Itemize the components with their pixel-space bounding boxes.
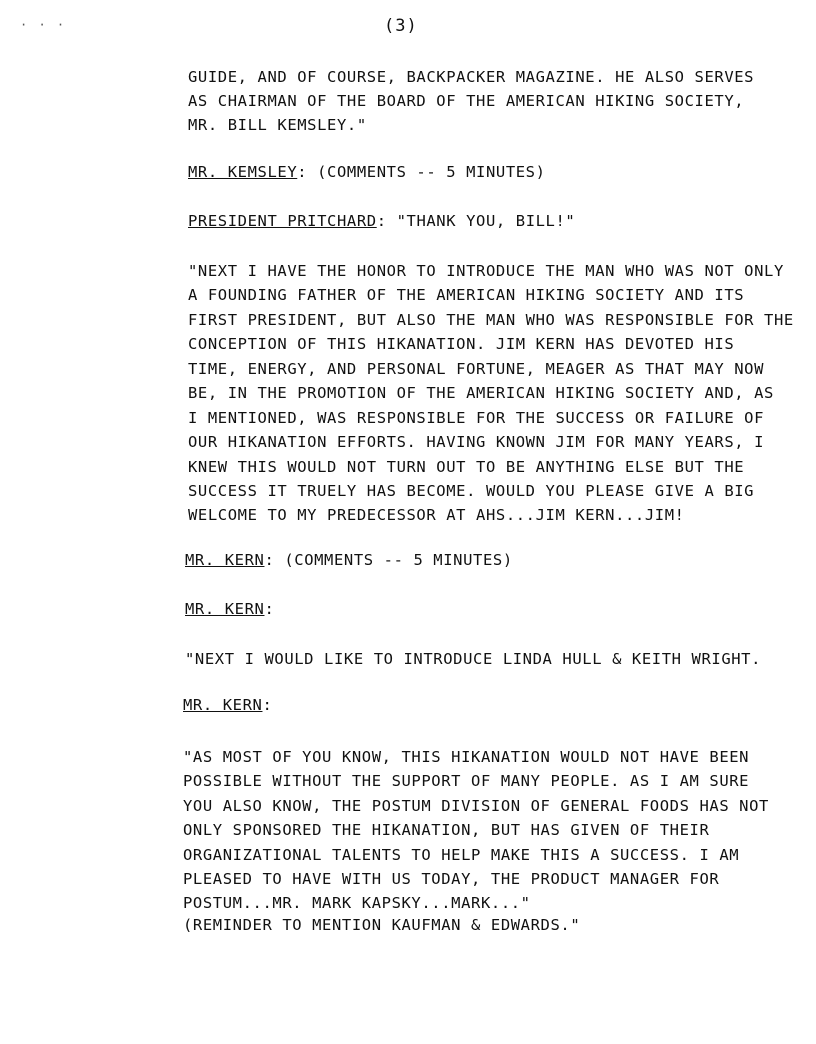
kemsley-line — [188, 163, 546, 181]
para2-line-11: WELCOME TO MY PREDECESSOR AT AHS...JIM KERN...JIM! — [188, 506, 685, 524]
page-number: (3) — [384, 16, 418, 36]
kemsley-comment: : (COMMENTS -- 5 MINUTES) — [297, 163, 546, 181]
para2-line-5: TIME, ENERGY, AND PERSONAL FORTUNE, MEAGER AS THAT MAY NOW — [188, 360, 765, 378]
para2-line-9: KNEW THIS WOULD NOT TURN OUT TO BE ANYTHING ELSE BUT THE — [188, 458, 745, 476]
para2-line-2: A FOUNDING FATHER OF THE AMERICAN HIKING SOCIETY AND ITS — [188, 286, 745, 304]
pritchard-line — [188, 212, 575, 230]
speaker-kern: MR. KERN — [185, 551, 265, 569]
para1-line-2: AS CHAIRMAN OF THE BOARD OF THE AMERICAN HIKING SOCIETY, — [188, 92, 745, 110]
corner-mark: · · · — [20, 18, 67, 32]
para4-line-2: POSSIBLE WITHOUT THE SUPPORT OF MANY PEOPLE. AS I AM SURE — [183, 772, 750, 790]
para1-line-1: GUIDE, AND OF COURSE, BACKPACKER MAGAZINE. HE ALSO SERVES — [188, 68, 755, 86]
para1-line-3: MR. BILL KEMSLEY." — [188, 116, 367, 134]
para4-line-8: (REMINDER TO MENTION KAUFMAN & EDWARDS." — [183, 916, 581, 934]
kern-colon: : — [262, 696, 273, 714]
para4-line-3: YOU ALSO KNOW, THE POSTUM DIVISION OF GENERAL FOODS HAS NOT — [183, 797, 769, 815]
kern-colon: : — [264, 600, 275, 618]
para2-line-4: CONCEPTION OF THIS HIKANATION. JIM KERN HAS DEVOTED HIS — [188, 335, 735, 353]
para4-line-7: POSTUM...MR. MARK KAPSKY...MARK..." — [183, 894, 531, 912]
para2-line-7: I MENTIONED, WAS RESPONSIBLE FOR THE SUCCESS OR FAILURE OF — [188, 409, 765, 427]
kern-line-1 — [185, 551, 513, 569]
para4-line-1: "AS MOST OF YOU KNOW, THIS HIKANATION WOULD NOT HAVE BEEN — [183, 748, 750, 766]
pritchard-quote: : "THANK YOU, BILL!" — [376, 212, 576, 230]
speaker-pritchard: PRESIDENT PRITCHARD — [188, 212, 377, 230]
para4-line-4: ONLY SPONSORED THE HIKANATION, BUT HAS GIVEN OF THEIR — [183, 821, 710, 839]
kern-line-3 — [183, 696, 272, 714]
para2-line-3: FIRST PRESIDENT, BUT ALSO THE MAN WHO WAS RESPONSIBLE FOR THE — [188, 311, 794, 329]
speaker-kern: MR. KERN — [185, 600, 265, 618]
para3-line: "NEXT I WOULD LIKE TO INTRODUCE LINDA HULL & KEITH WRIGHT. — [185, 650, 762, 668]
para2-line-6: BE, IN THE PROMOTION OF THE AMERICAN HIKING SOCIETY AND, AS — [188, 384, 774, 402]
para2-line-8: OUR HIKANATION EFFORTS. HAVING KNOWN JIM FOR MANY YEARS, I — [188, 433, 765, 451]
para2-line-1: "NEXT I HAVE THE HONOR TO INTRODUCE THE MAN WHO WAS NOT ONLY — [188, 262, 784, 280]
para4-line-5: ORGANIZATIONAL TALENTS TO HELP MAKE THIS A SUCCESS. I AM — [183, 846, 740, 864]
kern-line-2 — [185, 600, 274, 618]
para4-line-6: PLEASED TO HAVE WITH US TODAY, THE PRODUCT MANAGER FOR — [183, 870, 720, 888]
para2-line-10: SUCCESS IT TRUELY HAS BECOME. WOULD YOU PLEASE GIVE A BIG — [188, 482, 755, 500]
kern-comment: : (COMMENTS -- 5 MINUTES) — [264, 551, 513, 569]
speaker-kern: MR. KERN — [183, 696, 263, 714]
speaker-kemsley: MR. KEMSLEY — [188, 163, 298, 181]
